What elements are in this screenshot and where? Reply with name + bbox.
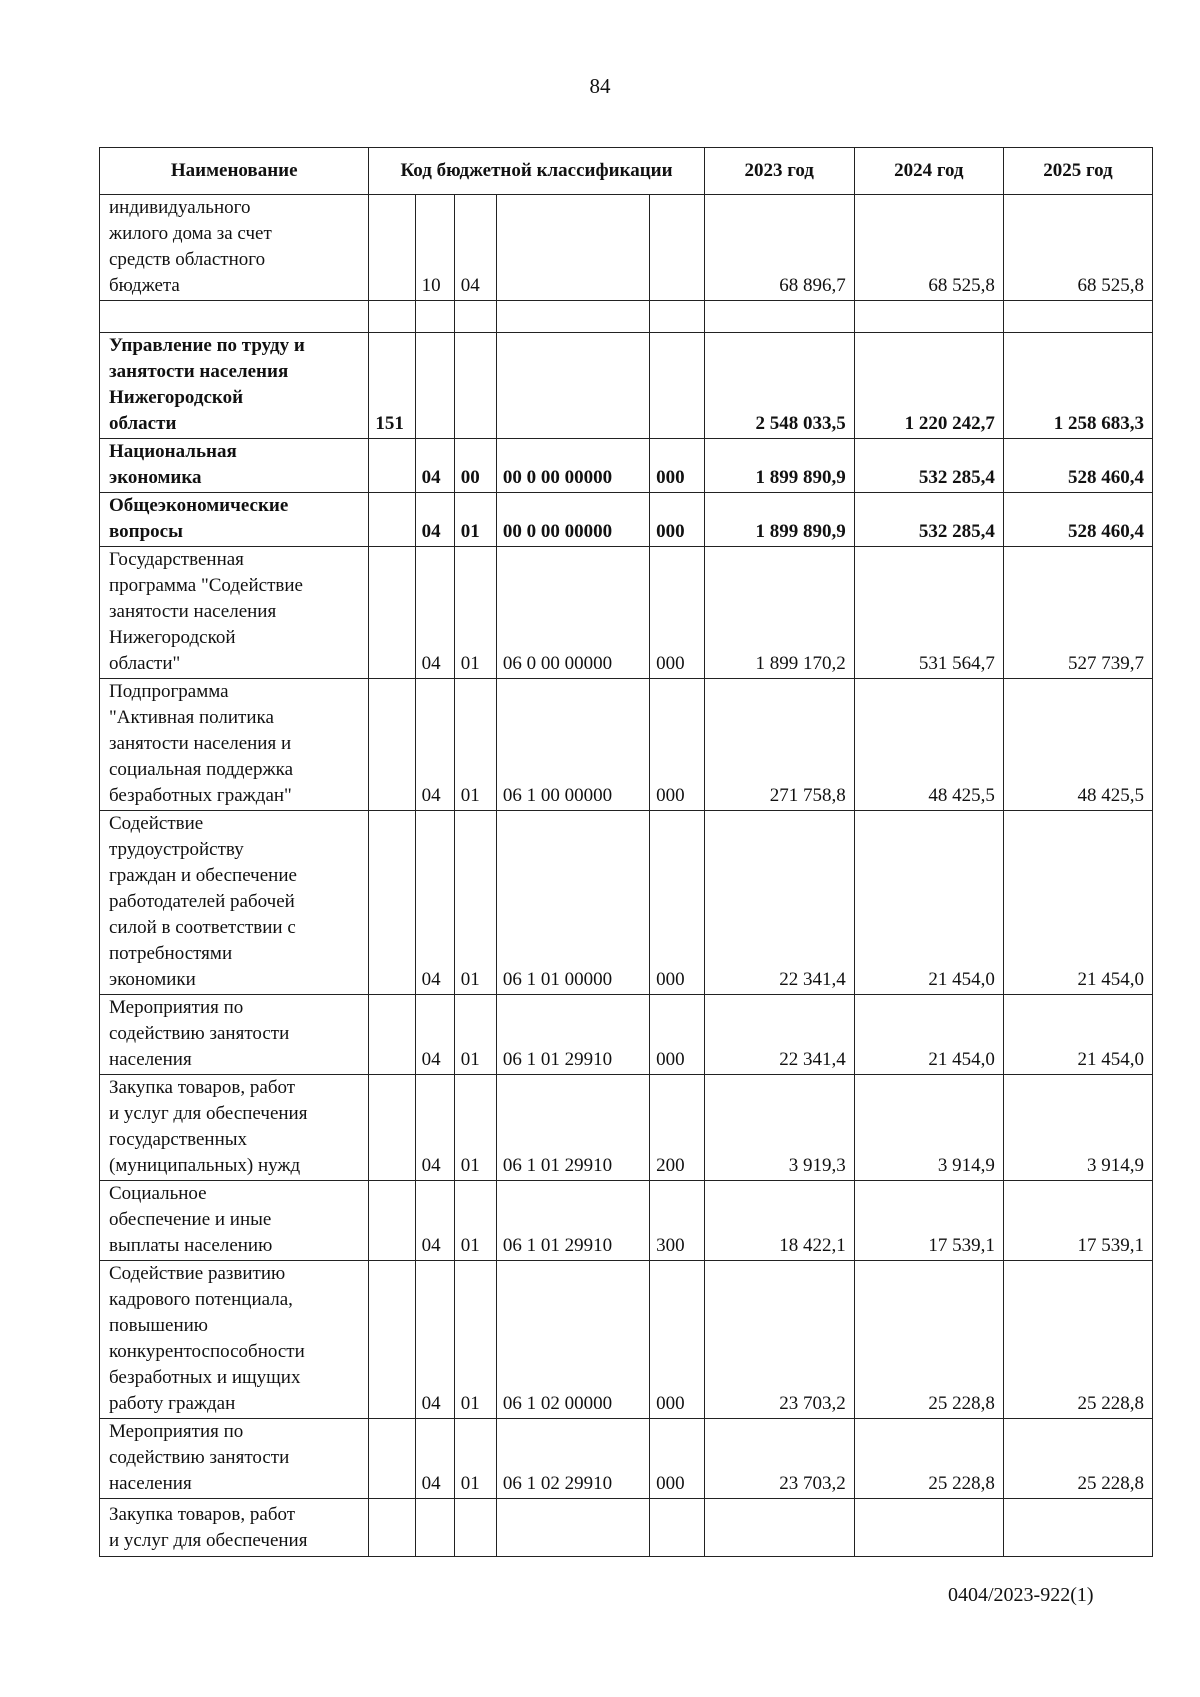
row-name (100, 301, 369, 333)
value-2023: 23 703,2 (704, 1419, 854, 1499)
code-expense-type: 000 (650, 547, 705, 679)
value-2023: 1 899 890,9 (704, 493, 854, 547)
row-name: Государственная программа "Содействие занятости населения Нижегородской области" (100, 547, 369, 679)
code-target-article: 00 0 00 00000 (496, 439, 649, 493)
code-expense-type (650, 195, 705, 301)
value-2025: 25 228,8 (1003, 1261, 1152, 1419)
code-expense-type (650, 301, 705, 333)
code-expense-type: 000 (650, 439, 705, 493)
row-name: Содействие трудоустройству граждан и обеспечение работодателей рабочей силой в соответствии с потребностями экономики (100, 811, 369, 995)
value-2025: 68 525,8 (1003, 195, 1152, 301)
row-name: индивидуального жилого дома за счет средств областного бюджета (100, 195, 369, 301)
code-expense-type: 000 (650, 995, 705, 1075)
table-row (100, 811, 1153, 995)
value-2024: 531 564,7 (854, 547, 1003, 679)
code-subsection: 01 (454, 1261, 496, 1419)
row-name: Управление по труду и занятости населения Нижегородской области (100, 333, 369, 439)
code-admin (369, 547, 415, 679)
code-section: 04 (415, 547, 454, 679)
code-subsection: 00 (454, 439, 496, 493)
value-2023: 3 919,3 (704, 1075, 854, 1181)
table-row (100, 439, 1153, 493)
code-section: 04 (415, 995, 454, 1075)
code-section (415, 333, 454, 439)
table-row (100, 195, 1153, 301)
code-section: 04 (415, 1261, 454, 1419)
code-target-article (496, 195, 649, 301)
code-admin (369, 679, 415, 811)
code-admin (369, 195, 415, 301)
table-row (100, 547, 1153, 679)
code-target-article: 06 1 00 00000 (496, 679, 649, 811)
value-2023: 1 899 890,9 (704, 439, 854, 493)
code-subsection: 01 (454, 1181, 496, 1261)
code-expense-type (650, 333, 705, 439)
value-2023 (704, 301, 854, 333)
code-target-article: 06 1 02 00000 (496, 1261, 649, 1419)
code-target-article: 06 1 01 29910 (496, 1181, 649, 1261)
row-name: Национальная экономика (100, 439, 369, 493)
code-target-article: 06 0 00 00000 (496, 547, 649, 679)
code-expense-type: 300 (650, 1181, 705, 1261)
value-2023: 18 422,1 (704, 1181, 854, 1261)
code-subsection: 01 (454, 811, 496, 995)
table-row (100, 679, 1153, 811)
header-code: Код бюджетной классификации (369, 148, 704, 195)
table-row (100, 1075, 1153, 1181)
code-section: 04 (415, 1419, 454, 1499)
row-name: Мероприятия по содействию занятости населения (100, 995, 369, 1075)
code-expense-type (650, 1499, 705, 1557)
value-2025: 1 258 683,3 (1003, 333, 1152, 439)
table-row (100, 493, 1153, 547)
code-subsection: 01 (454, 1075, 496, 1181)
value-2025: 3 914,9 (1003, 1075, 1152, 1181)
value-2024 (854, 1499, 1003, 1557)
code-subsection (454, 333, 496, 439)
value-2025: 528 460,4 (1003, 439, 1152, 493)
code-expense-type: 200 (650, 1075, 705, 1181)
value-2025 (1003, 1499, 1152, 1557)
value-2023: 23 703,2 (704, 1261, 854, 1419)
value-2024: 21 454,0 (854, 811, 1003, 995)
row-name: Общеэкономические вопросы (100, 493, 369, 547)
table-row (100, 1181, 1153, 1261)
table-row (100, 1499, 1153, 1557)
value-2024: 48 425,5 (854, 679, 1003, 811)
value-2024: 1 220 242,7 (854, 333, 1003, 439)
code-subsection: 01 (454, 679, 496, 811)
code-section: 04 (415, 811, 454, 995)
value-2025: 21 454,0 (1003, 811, 1152, 995)
code-expense-type: 000 (650, 679, 705, 811)
code-target-article: 06 1 02 29910 (496, 1419, 649, 1499)
value-2024: 3 914,9 (854, 1075, 1003, 1181)
code-expense-type: 000 (650, 493, 705, 547)
code-admin (369, 1181, 415, 1261)
code-admin: 151 (369, 333, 415, 439)
value-2024: 68 525,8 (854, 195, 1003, 301)
value-2024: 25 228,8 (854, 1261, 1003, 1419)
header-2023: 2023 год (704, 148, 854, 195)
row-name: Социальное обеспечение и иные выплаты населению (100, 1181, 369, 1261)
code-expense-type: 000 (650, 1419, 705, 1499)
table-row (100, 301, 1153, 333)
value-2023 (704, 1499, 854, 1557)
budget-table (99, 147, 1153, 1557)
value-2023: 1 899 170,2 (704, 547, 854, 679)
row-name: Содействие развитию кадрового потенциала, повышению конкурентоспособности безработных и ищущих работу граждан (100, 1261, 369, 1419)
code-subsection: 01 (454, 1419, 496, 1499)
code-subsection: 01 (454, 995, 496, 1075)
value-2023: 2 548 033,5 (704, 333, 854, 439)
value-2024 (854, 301, 1003, 333)
value-2025: 21 454,0 (1003, 995, 1152, 1075)
value-2024: 25 228,8 (854, 1419, 1003, 1499)
value-2025 (1003, 301, 1152, 333)
value-2025: 25 228,8 (1003, 1419, 1152, 1499)
code-target-article: 00 0 00 00000 (496, 493, 649, 547)
row-name: Закупка товаров, работ и услуг для обеспечения (100, 1499, 369, 1557)
table-row (100, 333, 1153, 439)
code-admin (369, 1261, 415, 1419)
row-name: Мероприятия по содействию занятости населения (100, 1419, 369, 1499)
code-section (415, 301, 454, 333)
code-target-article (496, 301, 649, 333)
code-subsection: 01 (454, 547, 496, 679)
table-row (100, 995, 1153, 1075)
header-2024: 2024 год (854, 148, 1003, 195)
code-subsection: 01 (454, 493, 496, 547)
value-2025: 48 425,5 (1003, 679, 1152, 811)
code-section (415, 1499, 454, 1557)
value-2023: 68 896,7 (704, 195, 854, 301)
code-section: 04 (415, 1075, 454, 1181)
code-subsection (454, 1499, 496, 1557)
code-section: 04 (415, 493, 454, 547)
page-number: 84 (589, 74, 611, 98)
header-name: Наименование (100, 148, 369, 195)
value-2023: 271 758,8 (704, 679, 854, 811)
code-expense-type: 000 (650, 1261, 705, 1419)
code-admin (369, 493, 415, 547)
code-section: 04 (415, 679, 454, 811)
code-target-article: 06 1 01 00000 (496, 811, 649, 995)
code-subsection: 04 (454, 195, 496, 301)
code-section: 04 (415, 1181, 454, 1261)
code-subsection (454, 301, 496, 333)
table-row (100, 1261, 1153, 1419)
table-row (100, 1419, 1153, 1499)
code-section: 10 (415, 195, 454, 301)
code-target-article: 06 1 01 29910 (496, 1075, 649, 1181)
value-2025: 527 739,7 (1003, 547, 1152, 679)
value-2024: 532 285,4 (854, 439, 1003, 493)
code-admin (369, 995, 415, 1075)
code-target-article (496, 1499, 649, 1557)
value-2023: 22 341,4 (704, 995, 854, 1075)
code-expense-type: 000 (650, 811, 705, 995)
row-name: Закупка товаров, работ и услуг для обеспечения государственных (муниципальных) нужд (100, 1075, 369, 1181)
document-reference: 0404/2023-922(1) (948, 1584, 1094, 1606)
code-admin (369, 1075, 415, 1181)
value-2025: 528 460,4 (1003, 493, 1152, 547)
header-2025: 2025 год (1003, 148, 1152, 195)
code-admin (369, 301, 415, 333)
value-2024: 532 285,4 (854, 493, 1003, 547)
value-2023: 22 341,4 (704, 811, 854, 995)
code-admin (369, 439, 415, 493)
code-admin (369, 1419, 415, 1499)
value-2024: 21 454,0 (854, 995, 1003, 1075)
code-section: 04 (415, 439, 454, 493)
value-2025: 17 539,1 (1003, 1181, 1152, 1261)
table-header-row (100, 148, 1153, 195)
value-2024: 17 539,1 (854, 1181, 1003, 1261)
code-target-article (496, 333, 649, 439)
table-body (100, 195, 1153, 1557)
code-target-article: 06 1 01 29910 (496, 995, 649, 1075)
row-name: Подпрограмма "Активная политика занятости населения и социальная поддержка безработных граждан" (100, 679, 369, 811)
code-admin (369, 811, 415, 995)
code-admin (369, 1499, 415, 1557)
